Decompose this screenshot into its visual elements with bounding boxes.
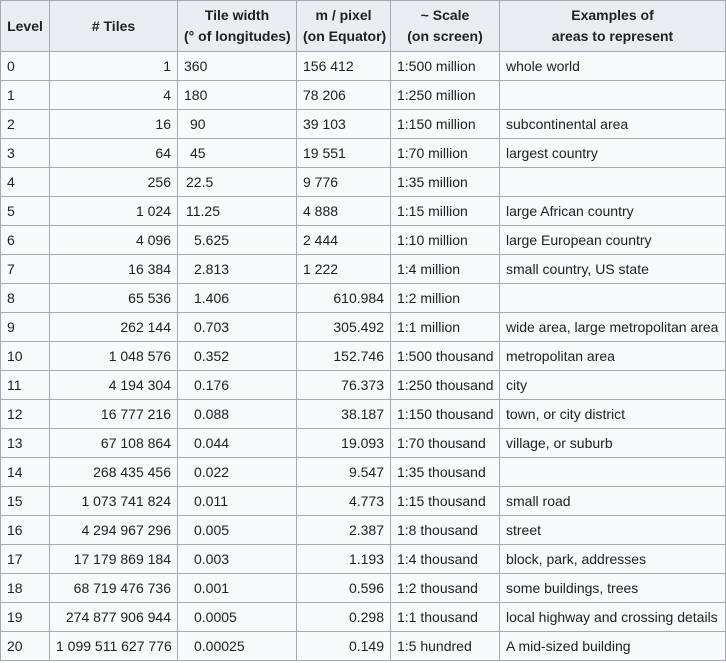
table-row: [1, 139, 726, 168]
header-m-per-pixel-line1: m / pixel: [315, 7, 372, 23]
table-row: [1, 313, 726, 342]
cell-example: large European country: [500, 226, 726, 255]
cell-level: 19: [1, 603, 50, 632]
cell-level: 17: [1, 545, 50, 574]
cell-tile-width: 2.813: [178, 255, 297, 284]
cell-scale: 1:250 thousand: [391, 371, 500, 400]
header-examples-line1: Examples of: [571, 7, 654, 23]
cell-level: 0: [1, 52, 50, 81]
cell-tile-width: 0.0005: [178, 603, 297, 632]
header-m-per-pixel[interactable]: [297, 1, 391, 52]
table-row: [1, 255, 726, 284]
cell-tiles: 1 073 741 824: [50, 487, 178, 516]
cell-example: block, park, addresses: [500, 545, 726, 574]
cell-tile-width: 0.011: [178, 487, 297, 516]
cell-level: 8: [1, 284, 50, 313]
table-row: [1, 110, 726, 139]
cell-tiles: 268 435 456: [50, 458, 178, 487]
cell-scale: 1:70 thousand: [391, 429, 500, 458]
cell-scale: 1:500 million: [391, 52, 500, 81]
header-examples[interactable]: [500, 1, 726, 52]
cell-scale: 1:5 hundred: [391, 632, 500, 661]
cell-level: 20: [1, 632, 50, 661]
cell-tiles: 64: [50, 139, 178, 168]
cell-tiles: 274 877 906 944: [50, 603, 178, 632]
cell-scale: 1:2 million: [391, 284, 500, 313]
cell-level: 12: [1, 400, 50, 429]
cell-m-per-pixel: 0.298: [297, 603, 391, 632]
cell-level: 13: [1, 429, 50, 458]
header-examples-line2: areas to represent: [551, 28, 674, 44]
cell-m-per-pixel: 78 206: [297, 81, 391, 110]
table-row: [1, 52, 726, 81]
header-scale[interactable]: [391, 1, 500, 52]
table-row: [1, 429, 726, 458]
cell-level: 7: [1, 255, 50, 284]
header-tile-width[interactable]: [178, 1, 297, 52]
cell-tiles: 67 108 864: [50, 429, 178, 458]
cell-m-per-pixel: 152.746: [297, 342, 391, 371]
cell-example: [500, 284, 726, 313]
cell-example: wide area, large metropolitan area: [500, 313, 726, 342]
cell-m-per-pixel: 305.492: [297, 313, 391, 342]
cell-m-per-pixel: 2 444: [297, 226, 391, 255]
cell-scale: 1:15 thousand: [391, 487, 500, 516]
cell-m-per-pixel: 4 888: [297, 197, 391, 226]
table-row: [1, 400, 726, 429]
cell-tiles: 16: [50, 110, 178, 139]
table-row: [1, 487, 726, 516]
cell-level: 16: [1, 516, 50, 545]
cell-scale: 1:8 thousand: [391, 516, 500, 545]
cell-level: 14: [1, 458, 50, 487]
cell-tiles: 16 384: [50, 255, 178, 284]
cell-tile-width: 90: [178, 110, 297, 139]
header-tiles-label: # Tiles: [91, 17, 136, 34]
cell-example: whole world: [500, 52, 726, 81]
cell-tile-width: 0.005: [178, 516, 297, 545]
cell-scale: 1:1 thousand: [391, 603, 500, 632]
table-row: [1, 371, 726, 400]
cell-tile-width: 0.001: [178, 574, 297, 603]
cell-scale: 1:10 million: [391, 226, 500, 255]
cell-m-per-pixel: 610.984: [297, 284, 391, 313]
table-row: [1, 226, 726, 255]
cell-example: [500, 168, 726, 197]
cell-level: 2: [1, 110, 50, 139]
cell-scale: 1:150 thousand: [391, 400, 500, 429]
cell-tile-width: 45: [178, 139, 297, 168]
cell-example: metropolitan area: [500, 342, 726, 371]
cell-m-per-pixel: 9 776: [297, 168, 391, 197]
cell-example: small country, US state: [500, 255, 726, 284]
cell-level: 5: [1, 197, 50, 226]
cell-level: 6: [1, 226, 50, 255]
cell-example: largest country: [500, 139, 726, 168]
table-row: [1, 516, 726, 545]
table-row: [1, 342, 726, 371]
header-scale-line2: (on screen): [407, 28, 483, 44]
cell-m-per-pixel: 4.773: [297, 487, 391, 516]
cell-tile-width: 0.352: [178, 342, 297, 371]
cell-scale: 1:1 million: [391, 313, 500, 342]
cell-example: small road: [500, 487, 726, 516]
cell-tile-width: 0.703: [178, 313, 297, 342]
header-m-per-pixel-line2: (on Equator): [303, 28, 387, 44]
cell-tiles: 262 144: [50, 313, 178, 342]
cell-m-per-pixel: 76.373: [297, 371, 391, 400]
cell-example: village, or suburb: [500, 429, 726, 458]
cell-tile-width: 0.088: [178, 400, 297, 429]
cell-level: 10: [1, 342, 50, 371]
cell-example: A mid-sized building: [500, 632, 726, 661]
cell-level: 9: [1, 313, 50, 342]
cell-tile-width: 1.406: [178, 284, 297, 313]
cell-level: 11: [1, 371, 50, 400]
header-level-label: Level: [7, 17, 43, 34]
cell-m-per-pixel: 0.596: [297, 574, 391, 603]
cell-m-per-pixel: 156 412: [297, 52, 391, 81]
cell-example: [500, 81, 726, 110]
cell-example: city: [500, 371, 726, 400]
header-row: [1, 1, 726, 52]
cell-example: subcontinental area: [500, 110, 726, 139]
cell-scale: 1:35 million: [391, 168, 500, 197]
cell-tile-width: 0.003: [178, 545, 297, 574]
cell-tiles: 16 777 216: [50, 400, 178, 429]
cell-example: some buildings, trees: [500, 574, 726, 603]
cell-scale: 1:35 thousand: [391, 458, 500, 487]
cell-tiles: 17 179 869 184: [50, 545, 178, 574]
table-row: [1, 574, 726, 603]
cell-level: 4: [1, 168, 50, 197]
cell-tile-width: 360: [178, 52, 297, 81]
cell-tiles: 4 096: [50, 226, 178, 255]
cell-tiles: 1 024: [50, 197, 178, 226]
cell-scale: 1:500 thousand: [391, 342, 500, 371]
cell-tiles: 68 719 476 736: [50, 574, 178, 603]
cell-tile-width: 180: [178, 81, 297, 110]
cell-tile-width: 5.625: [178, 226, 297, 255]
cell-tile-width: 0.022: [178, 458, 297, 487]
cell-m-per-pixel: 0.149: [297, 632, 391, 661]
cell-tile-width: 0.176: [178, 371, 297, 400]
cell-example: large African country: [500, 197, 726, 226]
cell-scale: 1:70 million: [391, 139, 500, 168]
table-row: [1, 545, 726, 574]
cell-example: local highway and crossing details: [500, 603, 726, 632]
cell-tiles: 4 194 304: [50, 371, 178, 400]
cell-level: 3: [1, 139, 50, 168]
cell-tile-width: 0.00025: [178, 632, 297, 661]
cell-tiles: 4 294 967 296: [50, 516, 178, 545]
cell-m-per-pixel: 2.387: [297, 516, 391, 545]
cell-m-per-pixel: 1.193: [297, 545, 391, 574]
cell-level: 18: [1, 574, 50, 603]
cell-tiles: 4: [50, 81, 178, 110]
cell-scale: 1:4 million: [391, 255, 500, 284]
cell-tiles: 256: [50, 168, 178, 197]
header-scale-line1: ~ Scale: [420, 7, 470, 23]
table-row: [1, 197, 726, 226]
cell-tile-width: 22.5: [178, 168, 297, 197]
table-row: [1, 81, 726, 110]
header-tiles[interactable]: [50, 1, 178, 52]
cell-scale: 1:250 million: [391, 81, 500, 110]
table-row: [1, 168, 726, 197]
cell-m-per-pixel: 38.187: [297, 400, 391, 429]
table-row: [1, 284, 726, 313]
cell-example: street: [500, 516, 726, 545]
cell-m-per-pixel: 39 103: [297, 110, 391, 139]
cell-example: [500, 458, 726, 487]
cell-tile-width: 0.044: [178, 429, 297, 458]
cell-tiles: 1: [50, 52, 178, 81]
cell-level: 15: [1, 487, 50, 516]
table-row: [1, 632, 726, 661]
cell-m-per-pixel: 19 551: [297, 139, 391, 168]
cell-scale: 1:2 thousand: [391, 574, 500, 603]
cell-tiles: 1 099 511 627 776: [50, 632, 178, 661]
table-body: [1, 52, 726, 661]
cell-tiles: 65 536: [50, 284, 178, 313]
cell-tile-width: 11.25: [178, 197, 297, 226]
cell-scale: 1:15 million: [391, 197, 500, 226]
cell-scale: 1:4 thousand: [391, 545, 500, 574]
cell-m-per-pixel: 1 222: [297, 255, 391, 284]
header-tile-width-line2: (° of longitudes): [184, 28, 291, 44]
table-row: [1, 458, 726, 487]
table-row: [1, 603, 726, 632]
cell-m-per-pixel: 9.547: [297, 458, 391, 487]
cell-example: town, or city district: [500, 400, 726, 429]
header-tile-width-line1: Tile width: [204, 7, 270, 23]
header-level[interactable]: [1, 1, 50, 52]
cell-tiles: 1 048 576: [50, 342, 178, 371]
cell-scale: 1:150 million: [391, 110, 500, 139]
cell-level: 1: [1, 81, 50, 110]
cell-m-per-pixel: 19.093: [297, 429, 391, 458]
